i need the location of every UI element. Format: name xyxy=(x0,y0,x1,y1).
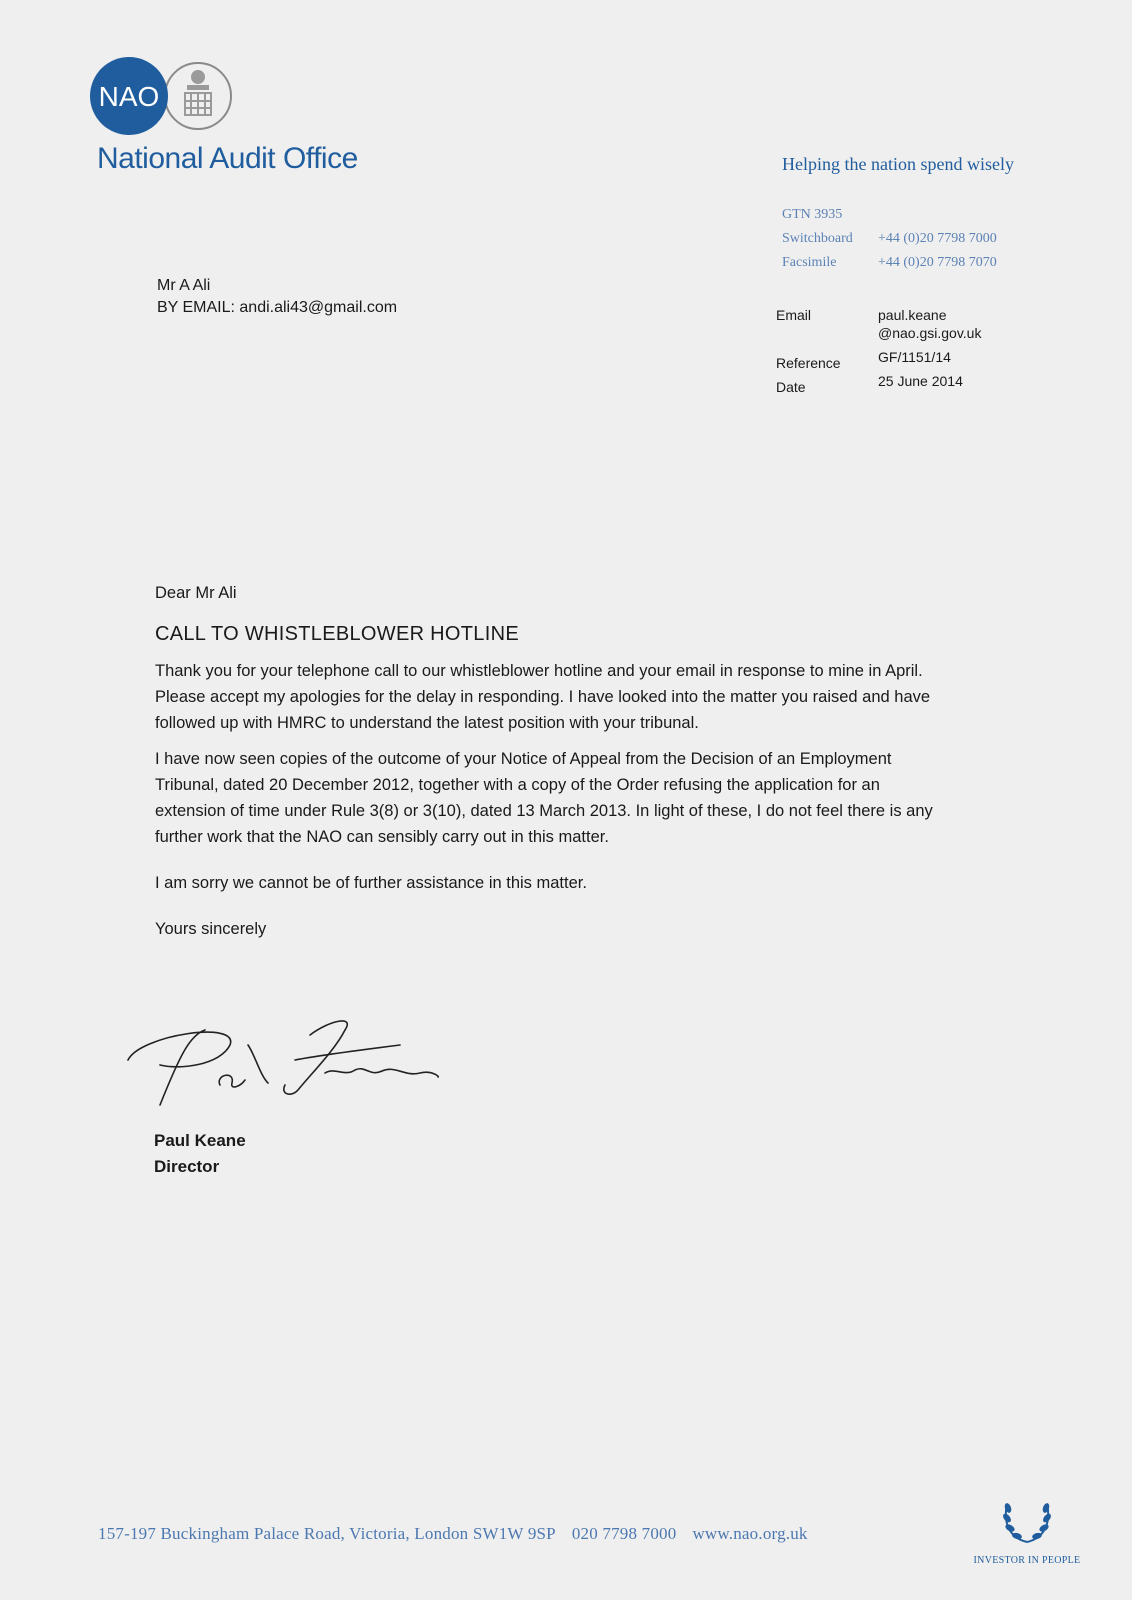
subject-heading: CALL TO WHISTLEBLOWER HOTLINE xyxy=(155,623,519,645)
signer-name: Paul Keane xyxy=(154,1131,246,1150)
facsimile-number: +44 (0)20 7798 7070 xyxy=(878,255,997,270)
facsimile-label: Facsimile xyxy=(782,255,837,270)
reference-value: GF/1151/14 xyxy=(878,349,951,365)
portcullis-crown-icon xyxy=(185,70,211,115)
email-line2[interactable]: @nao.gsi.gov.uk xyxy=(878,325,982,341)
nao-logo xyxy=(90,56,240,146)
salutation: Dear Mr Ali xyxy=(155,584,237,602)
footer-phone: 020 7798 7000 xyxy=(571,1524,677,1543)
recipient-name: Mr A Ali xyxy=(157,277,211,294)
signer-block xyxy=(154,1128,246,1180)
date-row xyxy=(776,372,1038,396)
switchboard-row xyxy=(782,227,997,251)
footer-website[interactable]: www.nao.org.uk xyxy=(692,1524,808,1543)
footer xyxy=(98,1524,824,1544)
signer-title: Director xyxy=(154,1157,220,1176)
closing: Yours sincerely xyxy=(155,920,267,938)
badge-text: INVESTOR IN PEOPLE xyxy=(973,1555,1081,1566)
contact-block xyxy=(782,203,997,275)
email-label: Email xyxy=(776,307,812,323)
facsimile-row xyxy=(782,251,997,275)
investor-in-people-badge xyxy=(962,1490,1092,1566)
footer-address: 157-197 Buckingham Palace Road, Victoria, London SW1W 9SP xyxy=(98,1524,556,1543)
email-row xyxy=(776,306,1038,342)
paragraph-3: I am sorry we cannot be of further assistance in this matter. xyxy=(155,874,587,892)
laurel-wreath-icon xyxy=(995,1490,1059,1550)
reference-label: Reference xyxy=(776,355,841,371)
gtn: GTN 3935 xyxy=(782,207,843,222)
switchboard-label: Switchboard xyxy=(782,231,853,246)
org-name: National Audit Office xyxy=(97,142,358,175)
date-label: Date xyxy=(776,379,806,395)
recipient-email: BY EMAIL: andi.ali43@gmail.com xyxy=(157,299,398,316)
paragraph-1: Thank you for your telephone call to our whistleblower hotline and your email in response to mine in April. Please accept my apologies for the delay in responding. I have looked into the matter you raised and have followed up with HMRC to understand the latest position with your tribunal. xyxy=(155,662,931,732)
paragraph-2: I have now seen copies of the outcome of your Notice of Appeal from the Decision of an Employment Tribunal, dated 20 December 2012, together with a copy of the Order refusing the application for an extension of time under Rule 3(8) or 3(10), dated 13 March 2013. In light of these, I do not feel there is any further work that the NAO can sensibly carry out in this matter. xyxy=(155,750,933,846)
letter-body xyxy=(155,580,955,952)
email-line1[interactable]: paul.keane xyxy=(878,307,947,323)
recipient-block xyxy=(157,275,397,319)
reference-row xyxy=(776,348,1038,372)
letter-meta xyxy=(776,306,1038,396)
logo-text: NAO xyxy=(98,81,160,112)
switchboard-number[interactable]: +44 (0)20 7798 7000 xyxy=(878,231,997,246)
tagline: Helping the nation spend wisely xyxy=(782,154,1014,174)
date-value: 25 June 2014 xyxy=(878,373,963,389)
handwritten-signature xyxy=(120,1015,460,1125)
